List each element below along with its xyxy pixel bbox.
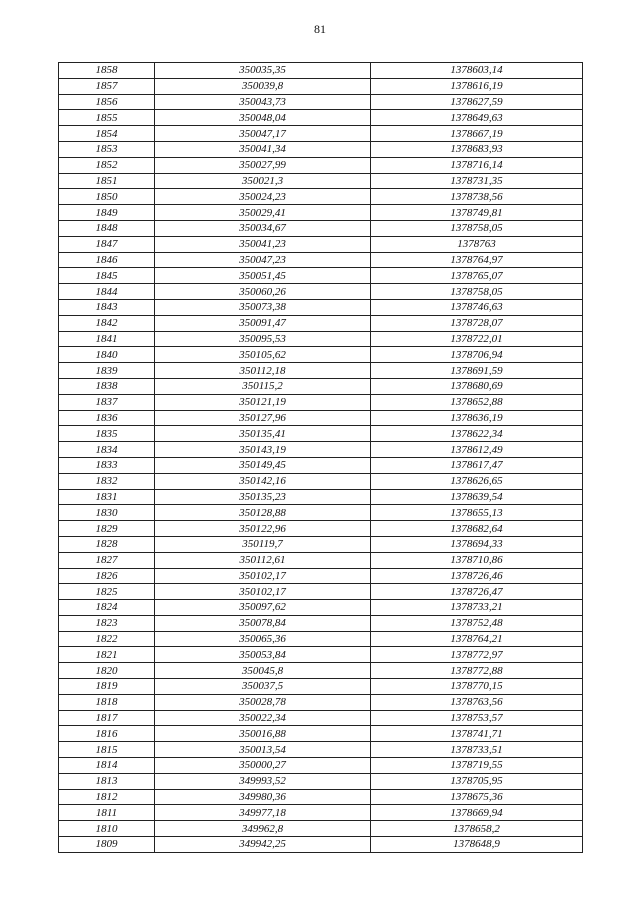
x-coordinate-cell: 350047,17 [155,126,371,142]
x-coordinate-cell: 350021,3 [155,173,371,189]
table-row [59,584,583,600]
point-number-cell: 1849 [59,205,155,221]
point-number-cell: 1845 [59,268,155,284]
point-number-cell: 1855 [59,110,155,126]
table-row [59,110,583,126]
table-row [59,63,583,79]
table-row [59,821,583,837]
x-coordinate-cell: 350142,16 [155,473,371,489]
x-coordinate-cell: 350102,17 [155,568,371,584]
y-coordinate-cell: 1378648,9 [371,837,583,853]
x-coordinate-cell: 350122,96 [155,521,371,537]
table-row [59,426,583,442]
point-number-cell: 1840 [59,347,155,363]
point-number-cell: 1841 [59,331,155,347]
y-coordinate-cell: 1378746,63 [371,299,583,315]
y-coordinate-cell: 1378753,57 [371,710,583,726]
point-number-cell: 1818 [59,694,155,710]
table-row [59,521,583,537]
point-number-cell: 1822 [59,631,155,647]
table-row [59,78,583,94]
table-row [59,173,583,189]
table-row [59,252,583,268]
point-number-cell: 1827 [59,552,155,568]
table-row [59,157,583,173]
y-coordinate-cell: 1378733,51 [371,742,583,758]
y-coordinate-cell: 1378726,47 [371,584,583,600]
point-number-cell: 1814 [59,758,155,774]
point-number-cell: 1810 [59,821,155,837]
point-number-cell: 1809 [59,837,155,853]
y-coordinate-cell: 1378772,88 [371,663,583,679]
point-number-cell: 1851 [59,173,155,189]
y-coordinate-cell: 1378603,14 [371,63,583,79]
point-number-cell: 1815 [59,742,155,758]
table-row [59,805,583,821]
y-coordinate-cell: 1378764,97 [371,252,583,268]
point-number-cell: 1834 [59,442,155,458]
point-number-cell: 1816 [59,726,155,742]
x-coordinate-cell: 350065,36 [155,631,371,647]
y-coordinate-cell: 1378772,97 [371,647,583,663]
point-number-cell: 1828 [59,536,155,552]
y-coordinate-cell: 1378764,21 [371,631,583,647]
table-row [59,284,583,300]
table-row [59,615,583,631]
table-row [59,315,583,331]
point-number-cell: 1823 [59,615,155,631]
table-row [59,710,583,726]
table-row [59,94,583,110]
point-number-cell: 1820 [59,663,155,679]
y-coordinate-cell: 1378758,05 [371,284,583,300]
x-coordinate-cell: 350073,38 [155,299,371,315]
table-row [59,299,583,315]
point-number-cell: 1824 [59,600,155,616]
y-coordinate-cell: 1378728,07 [371,315,583,331]
x-coordinate-cell: 350022,34 [155,710,371,726]
table-row [59,189,583,205]
y-coordinate-cell: 1378636,19 [371,410,583,426]
x-coordinate-cell: 350028,78 [155,694,371,710]
point-number-cell: 1835 [59,426,155,442]
y-coordinate-cell: 1378626,65 [371,473,583,489]
table-row [59,505,583,521]
y-coordinate-cell: 1378652,88 [371,394,583,410]
table-row [59,552,583,568]
x-coordinate-cell: 350037,5 [155,679,371,695]
x-coordinate-cell: 350143,19 [155,442,371,458]
y-coordinate-cell: 1378691,59 [371,363,583,379]
x-coordinate-cell: 350095,53 [155,331,371,347]
point-number-cell: 1821 [59,647,155,663]
point-number-cell: 1826 [59,568,155,584]
point-number-cell: 1858 [59,63,155,79]
page-number: 81 [314,22,326,36]
x-coordinate-cell: 350102,17 [155,584,371,600]
x-coordinate-cell: 350135,41 [155,426,371,442]
y-coordinate-cell: 1378763,56 [371,694,583,710]
x-coordinate-cell: 350091,47 [155,315,371,331]
y-coordinate-cell: 1378667,19 [371,126,583,142]
point-number-cell: 1850 [59,189,155,205]
x-coordinate-cell: 350078,84 [155,615,371,631]
table-row [59,726,583,742]
y-coordinate-cell: 1378719,55 [371,758,583,774]
x-coordinate-cell: 350135,23 [155,489,371,505]
y-coordinate-cell: 1378749,81 [371,205,583,221]
x-coordinate-cell: 350128,88 [155,505,371,521]
x-coordinate-cell: 350013,54 [155,742,371,758]
x-coordinate-cell: 350041,23 [155,236,371,252]
x-coordinate-cell: 350060,26 [155,284,371,300]
table-row [59,679,583,695]
point-number-cell: 1846 [59,252,155,268]
table-row [59,363,583,379]
y-coordinate-cell: 1378675,36 [371,789,583,805]
coordinates-table-body [59,63,583,853]
y-coordinate-cell: 1378705,95 [371,773,583,789]
y-coordinate-cell: 1378722,01 [371,331,583,347]
table-row [59,631,583,647]
y-coordinate-cell: 1378655,13 [371,505,583,521]
coordinates-table [58,62,583,853]
table-row [59,837,583,853]
table-row [59,647,583,663]
x-coordinate-cell: 350097,62 [155,600,371,616]
table-row [59,773,583,789]
table-row [59,268,583,284]
x-coordinate-cell: 350045,8 [155,663,371,679]
point-number-cell: 1843 [59,299,155,315]
point-number-cell: 1831 [59,489,155,505]
x-coordinate-cell: 350119,7 [155,536,371,552]
point-number-cell: 1842 [59,315,155,331]
table-row [59,694,583,710]
point-number-cell: 1856 [59,94,155,110]
table-row [59,331,583,347]
table-row [59,141,583,157]
x-coordinate-cell: 350041,34 [155,141,371,157]
table-row [59,489,583,505]
y-coordinate-cell: 1378758,05 [371,220,583,236]
x-coordinate-cell: 350039,8 [155,78,371,94]
table-row [59,600,583,616]
point-number-cell: 1832 [59,473,155,489]
point-number-cell: 1836 [59,410,155,426]
y-coordinate-cell: 1378706,94 [371,347,583,363]
x-coordinate-cell: 350035,35 [155,63,371,79]
table-row [59,220,583,236]
point-number-cell: 1844 [59,284,155,300]
x-coordinate-cell: 350016,88 [155,726,371,742]
y-coordinate-cell: 1378731,35 [371,173,583,189]
point-number-cell: 1829 [59,521,155,537]
point-number-cell: 1813 [59,773,155,789]
y-coordinate-cell: 1378710,86 [371,552,583,568]
point-number-cell: 1853 [59,141,155,157]
point-number-cell: 1830 [59,505,155,521]
x-coordinate-cell: 349962,8 [155,821,371,837]
x-coordinate-cell: 350105,62 [155,347,371,363]
x-coordinate-cell: 350149,45 [155,457,371,473]
y-coordinate-cell: 1378738,56 [371,189,583,205]
x-coordinate-cell: 350034,67 [155,220,371,236]
x-coordinate-cell: 350027,99 [155,157,371,173]
y-coordinate-cell: 1378741,71 [371,726,583,742]
y-coordinate-cell: 1378639,54 [371,489,583,505]
table-row [59,236,583,252]
point-number-cell: 1825 [59,584,155,600]
table-row [59,394,583,410]
y-coordinate-cell: 1378683,93 [371,141,583,157]
table-row [59,789,583,805]
x-coordinate-cell: 350051,45 [155,268,371,284]
x-coordinate-cell: 350115,2 [155,378,371,394]
table-row [59,536,583,552]
table-row [59,568,583,584]
table-row [59,347,583,363]
y-coordinate-cell: 1378763 [371,236,583,252]
point-number-cell: 1838 [59,378,155,394]
table-row [59,205,583,221]
x-coordinate-cell: 350029,41 [155,205,371,221]
y-coordinate-cell: 1378733,21 [371,600,583,616]
x-coordinate-cell: 350000,27 [155,758,371,774]
y-coordinate-cell: 1378612,49 [371,442,583,458]
point-number-cell: 1833 [59,457,155,473]
y-coordinate-cell: 1378627,59 [371,94,583,110]
y-coordinate-cell: 1378770,15 [371,679,583,695]
y-coordinate-cell: 1378682,64 [371,521,583,537]
table-row [59,410,583,426]
table-row [59,457,583,473]
point-number-cell: 1837 [59,394,155,410]
point-number-cell: 1857 [59,78,155,94]
table-row [59,378,583,394]
y-coordinate-cell: 1378694,33 [371,536,583,552]
point-number-cell: 1854 [59,126,155,142]
point-number-cell: 1847 [59,236,155,252]
y-coordinate-cell: 1378622,34 [371,426,583,442]
point-number-cell: 1812 [59,789,155,805]
x-coordinate-cell: 350048,04 [155,110,371,126]
point-number-cell: 1819 [59,679,155,695]
y-coordinate-cell: 1378726,46 [371,568,583,584]
y-coordinate-cell: 1378669,94 [371,805,583,821]
y-coordinate-cell: 1378765,07 [371,268,583,284]
x-coordinate-cell: 350112,18 [155,363,371,379]
x-coordinate-cell: 349977,18 [155,805,371,821]
x-coordinate-cell: 350127,96 [155,410,371,426]
y-coordinate-cell: 1378716,14 [371,157,583,173]
x-coordinate-cell: 350121,19 [155,394,371,410]
x-coordinate-cell: 350047,23 [155,252,371,268]
x-coordinate-cell: 350053,84 [155,647,371,663]
table-row [59,126,583,142]
point-number-cell: 1852 [59,157,155,173]
table-row [59,442,583,458]
point-number-cell: 1817 [59,710,155,726]
table-row [59,758,583,774]
x-coordinate-cell: 349980,36 [155,789,371,805]
x-coordinate-cell: 350112,61 [155,552,371,568]
y-coordinate-cell: 1378616,19 [371,78,583,94]
y-coordinate-cell: 1378680,69 [371,378,583,394]
x-coordinate-cell: 349942,25 [155,837,371,853]
table-row [59,663,583,679]
y-coordinate-cell: 1378617,47 [371,457,583,473]
table-row [59,473,583,489]
point-number-cell: 1839 [59,363,155,379]
point-number-cell: 1848 [59,220,155,236]
x-coordinate-cell: 350024,23 [155,189,371,205]
x-coordinate-cell: 350043,73 [155,94,371,110]
table-row [59,742,583,758]
y-coordinate-cell: 1378658,2 [371,821,583,837]
y-coordinate-cell: 1378752,48 [371,615,583,631]
x-coordinate-cell: 349993,52 [155,773,371,789]
point-number-cell: 1811 [59,805,155,821]
y-coordinate-cell: 1378649,63 [371,110,583,126]
